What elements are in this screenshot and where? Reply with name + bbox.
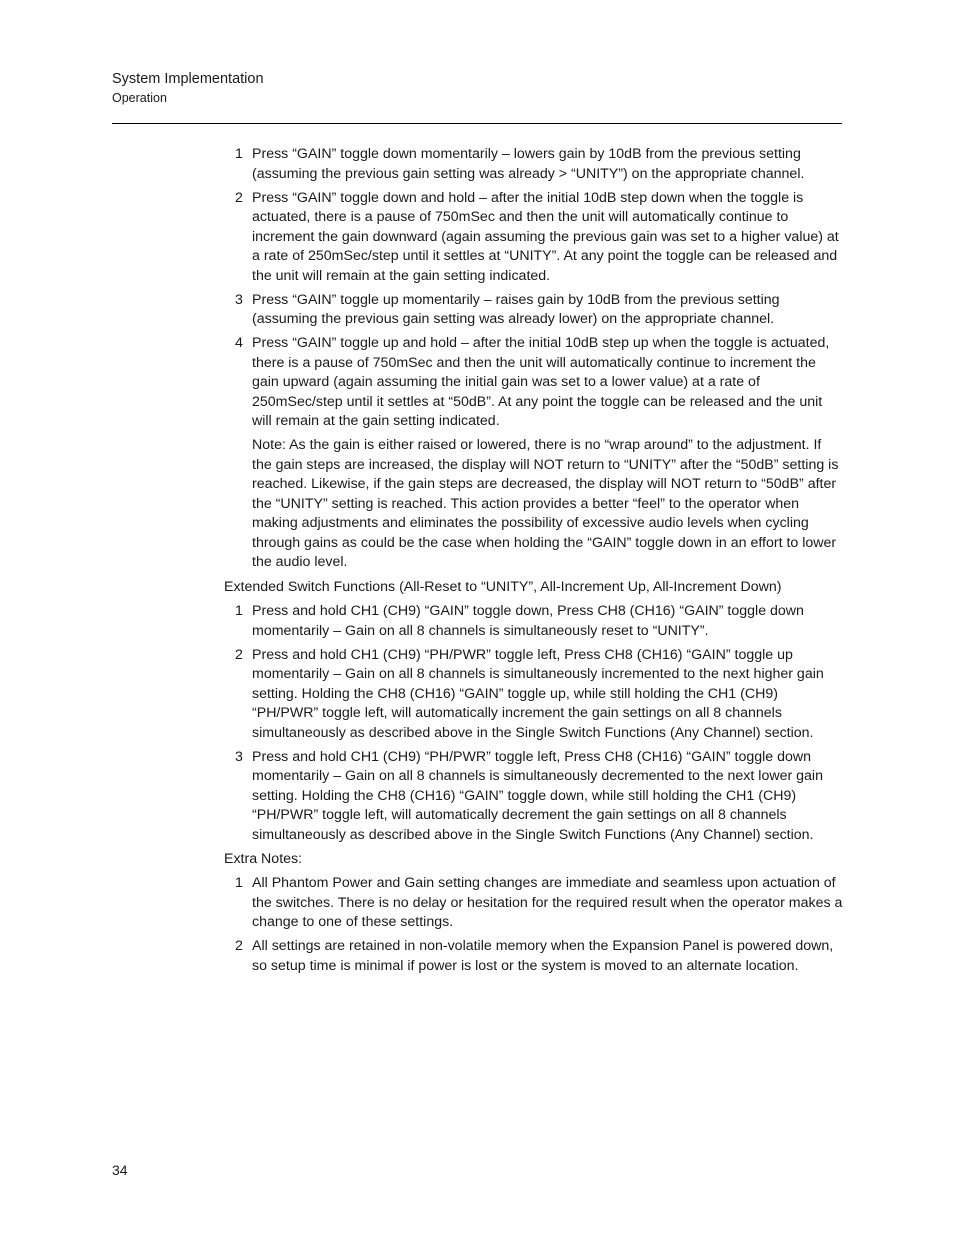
main-content	[224, 145, 844, 981]
note-paragraph: Note: As the gain is either raised or lowered, there is no “wrap around” to the adjustment. If the gain steps are increased, the display will NOT return to “UNITY” after the “50dB” setting is reached. Likewise, if the gain steps are decreased, the display will NOT return to “50dB” after the “UNITY” setting is reached. This action provides a better “feel” to the operator when making adjustments and eliminates the possibility of excessive audio levels when cycling through gains as could be the case when holding the “GAIN” toggle down in an effort to lower the audio level.	[252, 437, 839, 570]
item-number: 3	[235, 291, 243, 308]
item-number: 1	[235, 875, 243, 891]
list-item	[224, 602, 844, 641]
extra-notes-heading: Extra Notes:	[224, 850, 303, 867]
extra-notes-list	[224, 874, 844, 976]
header-title: System Implementation	[112, 71, 264, 87]
item-number: 3	[235, 748, 243, 765]
item-text: Press and hold CH1 (CH9) “GAIN” toggle down, Press CH8 (CH16) “GAIN” toggle down momentarily – Gain on all 8 channels is simultaneously reset to “UNITY”.	[252, 603, 804, 639]
list-item	[224, 937, 844, 976]
item-number: 4	[235, 335, 243, 351]
list-item	[224, 334, 844, 432]
header-subtitle: Operation	[112, 91, 167, 105]
list-item	[224, 291, 844, 330]
item-text: Press and hold CH1 (CH9) “PH/PWR” toggle left, Press CH8 (CH16) “GAIN” toggle up momentarily – Gain on all 8 channels is simultaneously incremented to the next higher gain setting. Holding the CH8 (CH16) “GAIN” toggle up, while still holding the CH1 (CH9) “PH/PWR” toggle left, will automatically increment the gain settings on all 8 channels simultaneously as described above in the Single Switch Functions (Any Channel) section.	[252, 646, 824, 741]
item-text: Press and hold CH1 (CH9) “PH/PWR” toggle left, Press CH8 (CH16) “GAIN” toggle down momentarily – Gain on all 8 channels is simultaneously decremented to the next lower gain setting. Holding the CH8 (CH16) “GAIN” toggle down, while still holding the CH1 (CH9) “PH/PWR” toggle left, will automatically decrement the gain settings on all 8 channels simultaneously as described above in the Single Switch Functions (Any Channel) section.	[252, 748, 823, 843]
item-text: All settings are retained in non-volatile memory when the Expansion Panel is powered down, so setup time is minimal if power is lost or the system is moved to an alternate location.	[252, 938, 834, 974]
item-text: Press “GAIN” toggle up momentarily – raises gain by 10dB from the previous setting (assuming the previous gain setting was already lower) on the appropriate channel.	[252, 291, 780, 327]
item-number: 1	[235, 146, 243, 162]
gain-steps-list	[224, 145, 844, 432]
item-number: 2	[235, 189, 243, 206]
item-number: 2	[235, 938, 243, 954]
running-header	[112, 70, 264, 107]
list-item	[224, 874, 844, 933]
list-item	[224, 145, 844, 184]
list-item	[224, 189, 844, 287]
list-item	[224, 748, 844, 846]
header-rule	[112, 123, 842, 124]
item-text: Press “GAIN” toggle down momentarily – lowers gain by 10dB from the previous setting (assuming the previous gain setting was already > “UNITY”) on the appropriate channel.	[252, 146, 805, 182]
extended-functions-heading: Extended Switch Functions (All-Reset to “UNITY”, All-Increment Up, All-Increment Down)	[224, 578, 782, 595]
page-number: 34	[112, 1162, 128, 1178]
extended-functions-list	[224, 602, 844, 845]
list-item	[224, 646, 844, 744]
item-text: All Phantom Power and Gain setting changes are immediate and seamless upon actuation of the switches. There is no delay or hesitation for the required result when the operator makes a change to one of these settings.	[252, 875, 843, 930]
item-number: 1	[235, 603, 243, 619]
item-text: Press “GAIN” toggle down and hold – after the initial 10dB step down when the toggle is actuated, there is a pause of 750mSec and then the unit will automatically continue to increment the gain downward (again assuming the previous gain was set to a higher value) at a rate of 250mSec/step until it settles at “UNITY”. At any point the toggle can be released and the unit will remain at the gain setting indicated.	[252, 189, 839, 284]
item-number: 2	[235, 646, 243, 663]
item-text: Press “GAIN” toggle up and hold – after the initial 10dB step up when the toggle is actuated, there is a pause of 750mSec and then the unit will automatically continue to increment the gain upward (again assuming the initial gain was set to a lower value) at a rate of 250mSec/step until it settles at “50dB”. At any point the toggle can be released and the unit will remain at the gain setting indicated.	[252, 335, 830, 429]
